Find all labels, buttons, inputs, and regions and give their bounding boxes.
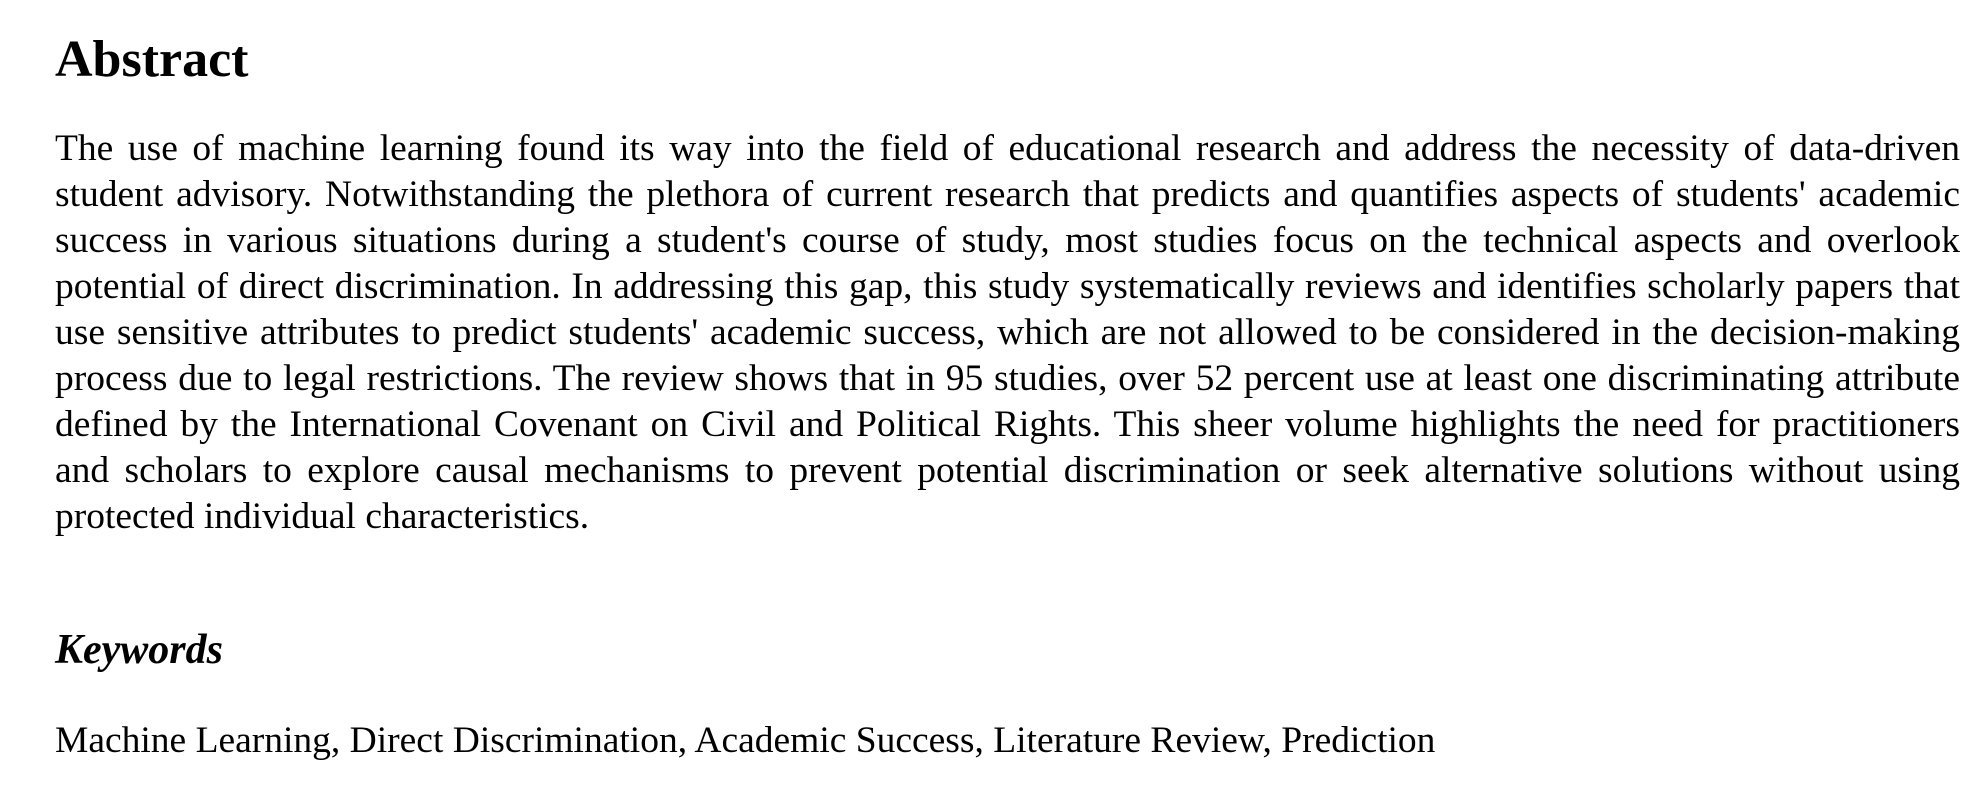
abstract-text: The use of machine learning found its way into the field of educational research and address the necessity of data-driven student advisory. Notwithstanding the plethora of current research that predicts and quantifies aspects of students' academic success in various situations during a student's course of study, most studies focus on the technical aspects and overlook potential of direct discrimination. In addressing this gap, this study systematically reviews and identifies scholarly papers that use sensitive attributes to predict students' academic success, which are not allowed to be considered in the decision-making process due to legal restrictions. The review shows that in 95 studies, over 52 percent use at least one discriminating attribute defined by the International Covenant on Civil and Political Rights. This sheer volume highlights the need for practitioners and scholars to explore causal mechanisms to prevent potential discrimination or seek alternative solutions without using protected individual characteristics. (55, 128, 1960, 537)
abstract-heading: Abstract (55, 31, 249, 88)
keywords-list: Machine Learning, Direct Discrimination, Academic Success, Literature Review, Prediction (55, 720, 1436, 761)
keywords-heading: Keywords (55, 627, 223, 673)
